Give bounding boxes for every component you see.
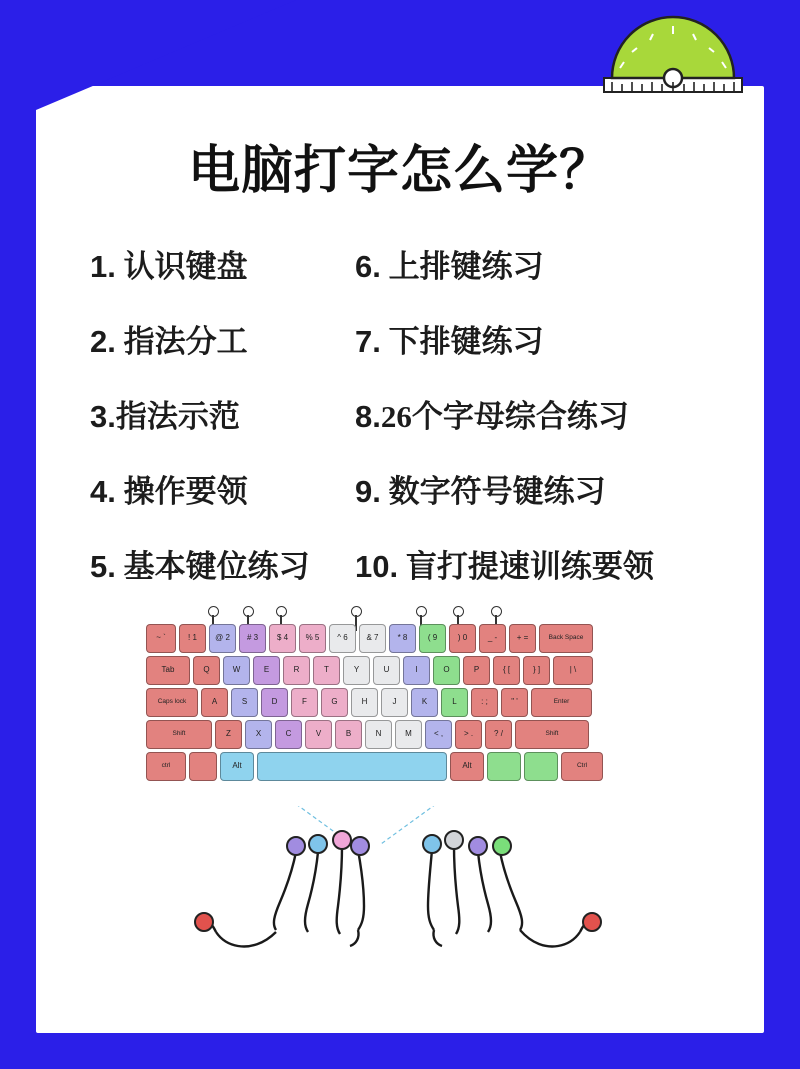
keyboard-key: @ 2 bbox=[209, 624, 236, 653]
list-item bbox=[355, 466, 730, 511]
keyboard-row-number-row bbox=[146, 624, 646, 653]
list-item-label: 26个字母综合练习 bbox=[380, 399, 629, 434]
keyboard-key: # 3 bbox=[239, 624, 266, 653]
keyboard-key: B bbox=[335, 720, 362, 749]
keyboard-key bbox=[257, 752, 447, 781]
keyboard-key: " ' bbox=[501, 688, 528, 717]
list-item bbox=[90, 541, 355, 586]
keyboard-key: ( 9 bbox=[419, 624, 446, 653]
keyboard-illustration bbox=[36, 606, 764, 1026]
finger-guide-dots bbox=[146, 606, 646, 624]
guide-dot bbox=[491, 606, 502, 617]
keyboard-key: Shift bbox=[515, 720, 589, 749]
list-item-number: 4. bbox=[90, 474, 116, 509]
keyboard-key: U bbox=[373, 656, 400, 685]
list-item bbox=[90, 466, 355, 511]
list-item-number: 3. bbox=[90, 399, 116, 434]
keyboard-key bbox=[524, 752, 558, 781]
keyboard-key: I bbox=[403, 656, 430, 685]
protractor-icon bbox=[598, 4, 748, 96]
page-title: 电脑打字怎么学？ bbox=[187, 142, 612, 200]
keyboard-key: L bbox=[441, 688, 468, 717]
list-item-label: 数字符号键练习 bbox=[388, 474, 606, 509]
list-item-number: 2. bbox=[90, 324, 116, 359]
guide-dot bbox=[453, 606, 464, 617]
keyboard-key: ? / bbox=[485, 720, 512, 749]
keyboard-key: F bbox=[291, 688, 318, 717]
keyboard-key: G bbox=[321, 688, 348, 717]
keyboard-key: D bbox=[261, 688, 288, 717]
keyboard-key: J bbox=[381, 688, 408, 717]
keyboard-key: K bbox=[411, 688, 438, 717]
list-item-number: 5. bbox=[90, 549, 116, 584]
steps-list bbox=[90, 226, 730, 601]
keyboard-row-home-row bbox=[146, 688, 646, 717]
list-item bbox=[90, 316, 355, 361]
list-item-number: 7. bbox=[355, 324, 381, 359]
keyboard-key: > . bbox=[455, 720, 482, 749]
keyboard-row-space-row bbox=[146, 752, 646, 781]
keyboard-key: ^ 6 bbox=[329, 624, 356, 653]
keyboard-key: X bbox=[245, 720, 272, 749]
keyboard-key: $ 4 bbox=[269, 624, 296, 653]
keyboard-key: C bbox=[275, 720, 302, 749]
list-item-label: 认识键盘 bbox=[123, 249, 248, 284]
keyboard-key: < , bbox=[425, 720, 452, 749]
keyboard-key: T bbox=[313, 656, 340, 685]
keyboard-key: ctrl bbox=[146, 752, 186, 781]
keyboard-key: Ctrl bbox=[561, 752, 603, 781]
keyboard-row-top-row bbox=[146, 656, 646, 685]
keyboard-key bbox=[189, 752, 217, 781]
content-card bbox=[36, 86, 764, 1033]
guide-dot bbox=[276, 606, 287, 617]
keyboard-key: + = bbox=[509, 624, 536, 653]
keyboard-key: V bbox=[305, 720, 332, 749]
list-item bbox=[90, 241, 355, 286]
guide-dot bbox=[208, 606, 219, 617]
list-item bbox=[355, 241, 730, 286]
hands-diagram bbox=[146, 806, 646, 1006]
keyboard-key: _ - bbox=[479, 624, 506, 653]
list-item bbox=[355, 316, 730, 361]
list-item-number: 6. bbox=[355, 249, 381, 284]
keyboard-key bbox=[487, 752, 521, 781]
list-item-number: 1. bbox=[90, 249, 116, 284]
keyboard-key: ) 0 bbox=[449, 624, 476, 653]
list-item-label: 上排键练习 bbox=[388, 249, 544, 284]
keyboard-key: S bbox=[231, 688, 258, 717]
keyboard-key: } ] bbox=[523, 656, 550, 685]
list-item-number: 8. bbox=[355, 399, 381, 434]
keyboard-key: ~ ` bbox=[146, 624, 176, 653]
list-item bbox=[355, 391, 730, 436]
list-item-label: 下排键练习 bbox=[388, 324, 544, 359]
list-item-number: 9. bbox=[355, 474, 381, 509]
list-item-label: 指法示范 bbox=[115, 399, 240, 434]
list-item bbox=[355, 541, 730, 586]
keyboard-key: Z bbox=[215, 720, 242, 749]
keyboard-key: O bbox=[433, 656, 460, 685]
keyboard-key: Enter bbox=[531, 688, 592, 717]
keyboard-key: M bbox=[395, 720, 422, 749]
keyboard-key: P bbox=[463, 656, 490, 685]
keyboard-key: Alt bbox=[450, 752, 484, 781]
guide-dot bbox=[243, 606, 254, 617]
keyboard-key: * 8 bbox=[389, 624, 416, 653]
list-item-label: 基本键位练习 bbox=[123, 549, 310, 584]
keyboard-key: | \ bbox=[553, 656, 593, 685]
keyboard-key: { [ bbox=[493, 656, 520, 685]
keyboard-key: Alt bbox=[220, 752, 254, 781]
list-item-label: 操作要领 bbox=[123, 474, 248, 509]
list-item bbox=[90, 391, 355, 436]
list-item-label: 指法分工 bbox=[123, 324, 248, 359]
keyboard-row-bottom-row bbox=[146, 720, 646, 749]
keyboard-key: H bbox=[351, 688, 378, 717]
guide-dot bbox=[351, 606, 362, 617]
keyboard-key: Shift bbox=[146, 720, 212, 749]
keyboard-key: A bbox=[201, 688, 228, 717]
keyboard-key: R bbox=[283, 656, 310, 685]
keyboard-key: W bbox=[223, 656, 250, 685]
keyboard-key: Caps lock bbox=[146, 688, 198, 717]
list-item-label: 盲打提速训练要领 bbox=[405, 549, 654, 584]
keyboard-key: ! 1 bbox=[179, 624, 206, 653]
keyboard-key: Q bbox=[193, 656, 220, 685]
keyboard-key: Tab bbox=[146, 656, 190, 685]
guide-dot bbox=[416, 606, 427, 617]
keyboard-key: % 5 bbox=[299, 624, 326, 653]
keyboard-key: E bbox=[253, 656, 280, 685]
list-item-number: 10. bbox=[355, 549, 399, 584]
keyboard-key: & 7 bbox=[359, 624, 386, 653]
keyboard-key: Back Space bbox=[539, 624, 593, 653]
keyboard-key: Y bbox=[343, 656, 370, 685]
keyboard bbox=[146, 624, 646, 784]
keyboard-key: N bbox=[365, 720, 392, 749]
keyboard-key: : ; bbox=[471, 688, 498, 717]
